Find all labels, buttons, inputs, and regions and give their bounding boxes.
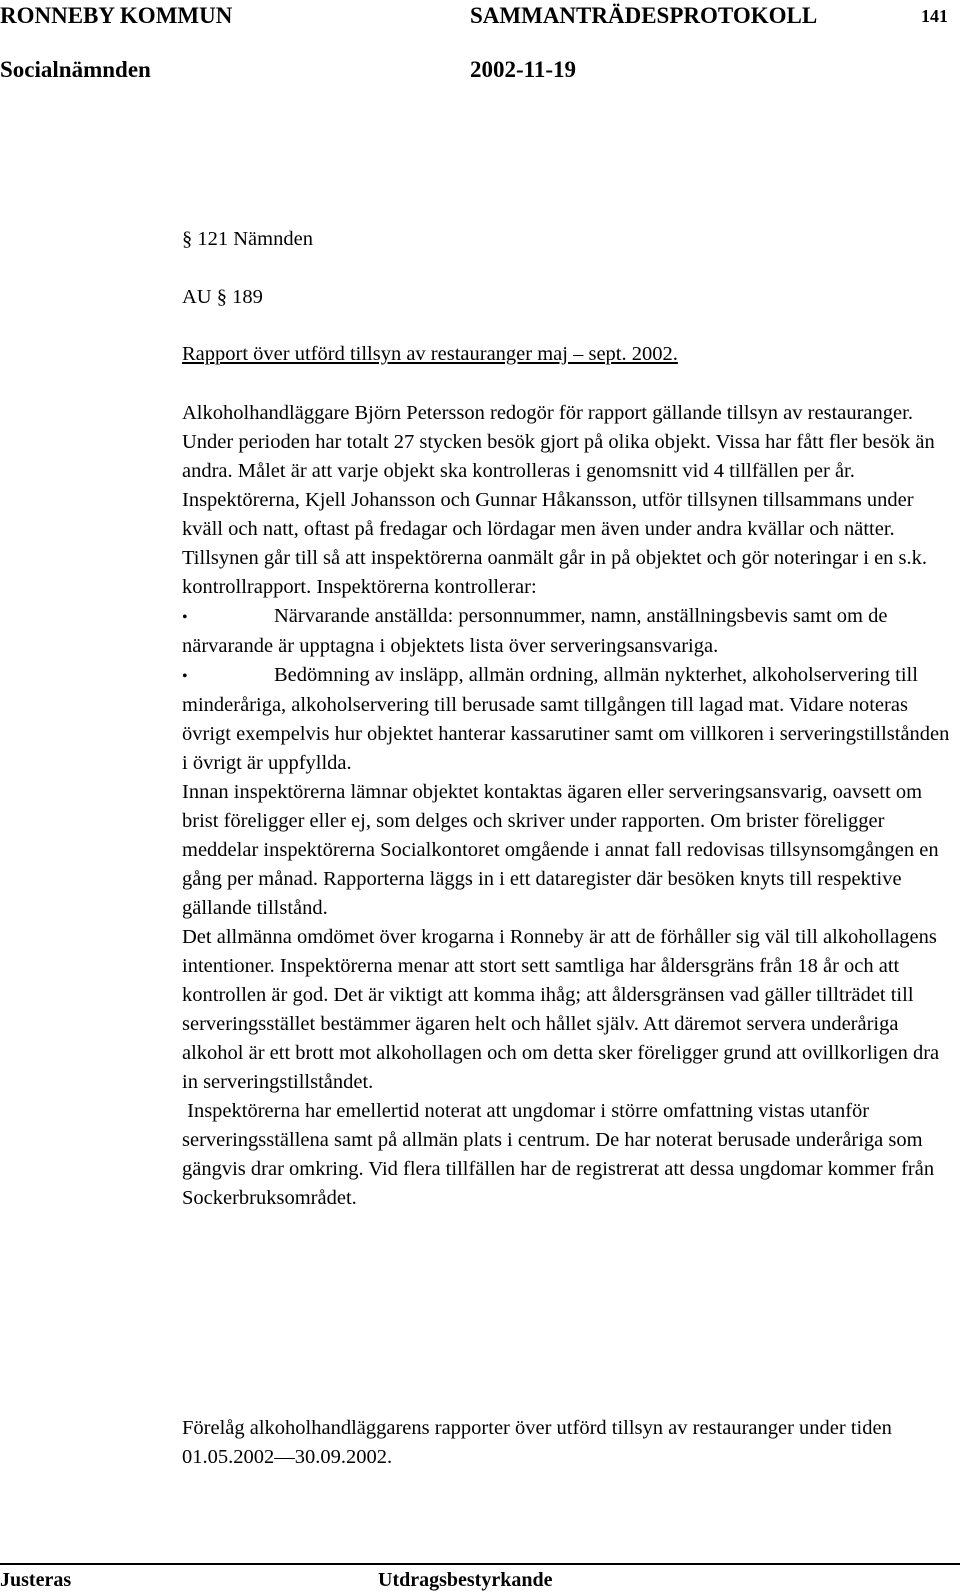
footer-divider (0, 1563, 960, 1565)
meeting-date: 2002-11-19 (470, 57, 577, 82)
paragraph-reference: § 121 Nämnden (182, 228, 313, 250)
department-name: Socialnämnden (0, 57, 151, 82)
bullet-item-staff (182, 602, 954, 661)
bullet-text: Bedömning av insläpp, allmän ordning, allmän nykterhet, alkoholservering till minderåriga, alkoholservering till berusade samt tillgången till lagad mat. Vidare noteras övrigt exempelvis hur objektet hanterar kassarutiner samt om villkoren i serveringstillstånden i övrigt är uppfyllda. (182, 664, 950, 774)
footer-justeras: Justeras (0, 1569, 72, 1591)
bullet-item-assessment (182, 661, 954, 778)
decision-paragraph: Förelåg alkoholhandläggarens rapporter över utförd tillsyn av restauranger under tiden 01.05.2002—30.09.2002. (182, 1417, 892, 1468)
paragraph-inspection-process: Under perioden har totalt 27 stycken besök gjort på olika objekt. Vissa har fått fler besök än andra. Målet är att varje objekt ska kontrolleras i genomsnitt vid 4 tillfällen per år. Inspektörerna, Kjell Johansson och Gunnar Håkansson, utför tillsynen tillsammans under kväll och natt, oftast på fredagar och lördagar men även under andra kvällar och nätter. Tillsynen går till så att inspektörerna oanmält går in på objektet och gör noteringar i en s.k. kontrollrapport. Inspektörerna kontrollerar: (182, 431, 935, 598)
page-number: 141 (921, 6, 948, 26)
bullet-icon: • (182, 668, 188, 685)
subject-heading: Rapport över utförd tillsyn av restauranger maj – sept. 2002. (182, 343, 678, 365)
footer-utdragsbestyrkande: Utdragsbestyrkande (378, 1569, 553, 1591)
document-title: SAMMANTRÄDESPROTOKOLL (470, 3, 818, 28)
paragraph-reporting: Innan inspektörerna lämnar objektet kontaktas ägaren eller serveringsansvarig, oavsett om brist föreligger eller ej, som delges och skriver under rapporten. Om brister föreligger meddelar inspektörerna Socialkontoret omgående i annat fall redovisas tillsynsomgången en gång per månad. Rapporterna läggs in i ett dataregister där besöken knyts till respektive gällande tillstånd. (182, 781, 939, 919)
minutes-body (182, 399, 954, 1213)
organization-name: RONNEBY KOMMUN (0, 3, 233, 28)
bullet-icon: • (182, 609, 188, 626)
paragraph-assessment: Det allmänna omdömet över krogarna i Ronneby är att de förhåller sig väl till alkohollagens intentioner. Inspektörerna menar att stort sett samtliga har åldersgräns från 18 år och att kontrollen är god. Det är viktigt att komma ihåg; att åldersgränsen vad gäller tillträdet till serveringsstället bestämmer ägaren helt och hållet själv. Att däremot servera underåriga alkohol är ett brott mot alkohollagen och om detta sker föreligger grund att ovillkorligen dra in serveringstillståndet. (182, 926, 940, 1093)
intro-paragraph: Alkoholhandläggare Björn Petersson redogör för rapport gällande tillsyn av restauranger. (182, 402, 913, 424)
bullet-text: Närvarande anställda: personnummer, namn, anställningsbevis samt om de närvarande är upptagna i objektets lista över serveringsansvariga. (182, 605, 888, 657)
paragraph-observations: Inspektörerna har emellertid noterat att ungdomar i större omfattning vistas utanför serveringsställena samt på allmän plats i centrum. De har noterat berusade underåriga som gängvis drar omkring. Vid flera tillfällen har de registrerat att dessa ungdomar kommer från Sockerbruksområdet. (182, 1100, 940, 1209)
au-reference: AU § 189 (182, 286, 263, 308)
